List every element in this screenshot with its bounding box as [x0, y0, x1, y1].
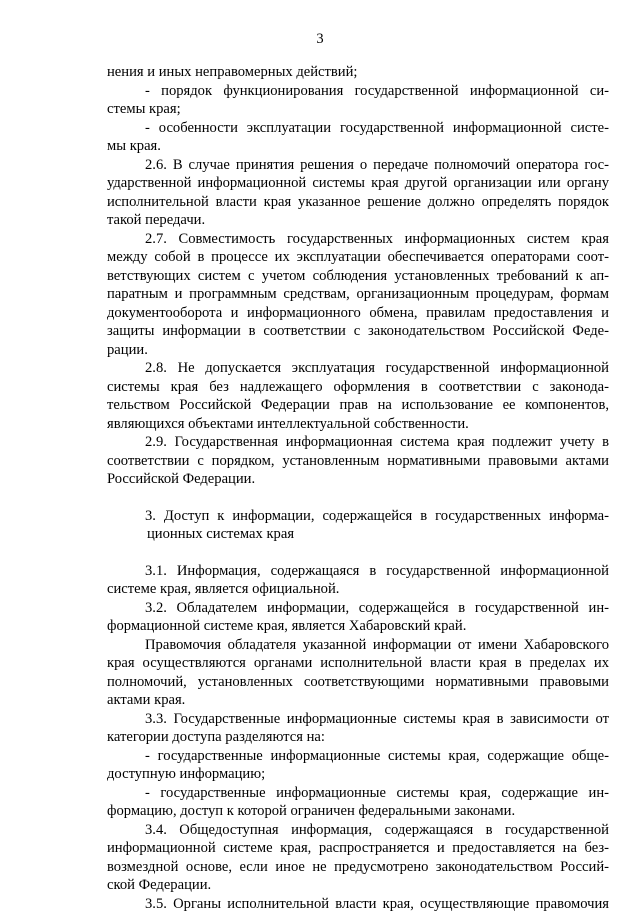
text-line: паратным и программным средствам, организационным процедурам, формам	[107, 285, 609, 304]
text-line: являющихся объектами интеллектуальной собственности.	[107, 415, 609, 434]
text-line: ционных системах края	[107, 525, 609, 544]
paragraph-spacer	[107, 544, 609, 562]
text-line: края осуществляются органами исполнительной власти края в пределах их	[107, 654, 609, 673]
text-line: - порядок функционирования государственной информационной си-	[107, 82, 609, 101]
text-line: между собой в процессе их эксплуатации обеспечивается операторами соот-	[107, 248, 609, 267]
text-line: 3.5. Органы исполнительной власти края, осуществляющие правомочия	[107, 895, 609, 913]
text-line: - государственные информационные системы края, содержащие обще-	[107, 747, 609, 766]
text-line: системе края, является официальной.	[107, 580, 609, 599]
text-line: тельством Российской Федерации прав на использование ее компонентов,	[107, 396, 609, 415]
document-body	[107, 63, 609, 913]
text-line: 2.7. Совместимость государственных информационных систем края	[107, 230, 609, 249]
text-line: актами края.	[107, 691, 609, 710]
text-line: 2.8. Не допускается эксплуатация государственной информационной	[107, 359, 609, 378]
text-line: полномочий, установленных соответствующими нормативными правовыми	[107, 673, 609, 692]
text-line: ветствующих систем с учетом соблюдения установленных требований к ап-	[107, 267, 609, 286]
text-line: 3.4. Общедоступная информация, содержащаяся в государственной	[107, 821, 609, 840]
page-number: 3	[0, 30, 640, 49]
text-line: 3.2. Обладателем информации, содержащейся в государственной ин-	[107, 599, 609, 618]
text-line: 2.9. Государственная информационная система края подлежит учету в	[107, 433, 609, 452]
text-line: формационной системе края, является Хабаровский край.	[107, 617, 609, 636]
text-line: 3.3. Государственные информационные системы края в зависимости от	[107, 710, 609, 729]
text-line: ской Федерации.	[107, 876, 609, 895]
text-line: системы края без надлежащего оформления в соответствии с законода-	[107, 378, 609, 397]
text-line: 3. Доступ к информации, содержащейся в государственных информа-	[107, 507, 609, 526]
text-line: Российской Федерации.	[107, 470, 609, 489]
text-line: нения и иных неправомерных действий;	[107, 63, 609, 82]
text-line: категории доступа разделяются на:	[107, 728, 609, 747]
text-line: возмездной основе, если иное не предусмотрено законодательством Россий-	[107, 858, 609, 877]
text-line: доступную информацию;	[107, 765, 609, 784]
text-line: информационной системе края, распространяется и предоставляется на без-	[107, 839, 609, 858]
text-line: документооборота и информационного обмена, правилам предоставления и	[107, 304, 609, 323]
text-line: 3.1. Информация, содержащаяся в государственной информационной	[107, 562, 609, 581]
text-line: - государственные информационные системы края, содержащие ин-	[107, 784, 609, 803]
text-line: соответствии с порядком, установленным нормативными правовыми актами	[107, 452, 609, 471]
text-line: мы края.	[107, 137, 609, 156]
text-line: стемы края;	[107, 100, 609, 119]
text-line: ударственной информационной системы края другой организации или органу	[107, 174, 609, 193]
text-line: такой передачи.	[107, 211, 609, 230]
text-line: 2.6. В случае принятия решения о передаче полномочий оператора гос-	[107, 156, 609, 175]
paragraph-spacer	[107, 489, 609, 507]
text-line: исполнительной власти края указанное решение должно определять порядок	[107, 193, 609, 212]
text-line: рации.	[107, 341, 609, 360]
text-line: Правомочия обладателя указанной информации от имени Хабаровского	[107, 636, 609, 655]
text-line: формацию, доступ к которой ограничен федеральными законами.	[107, 802, 609, 821]
text-line: - особенности эксплуатации государственной информационной систе-	[107, 119, 609, 138]
text-line: защиты информации в соответствии с законодательством Российской Феде-	[107, 322, 609, 341]
